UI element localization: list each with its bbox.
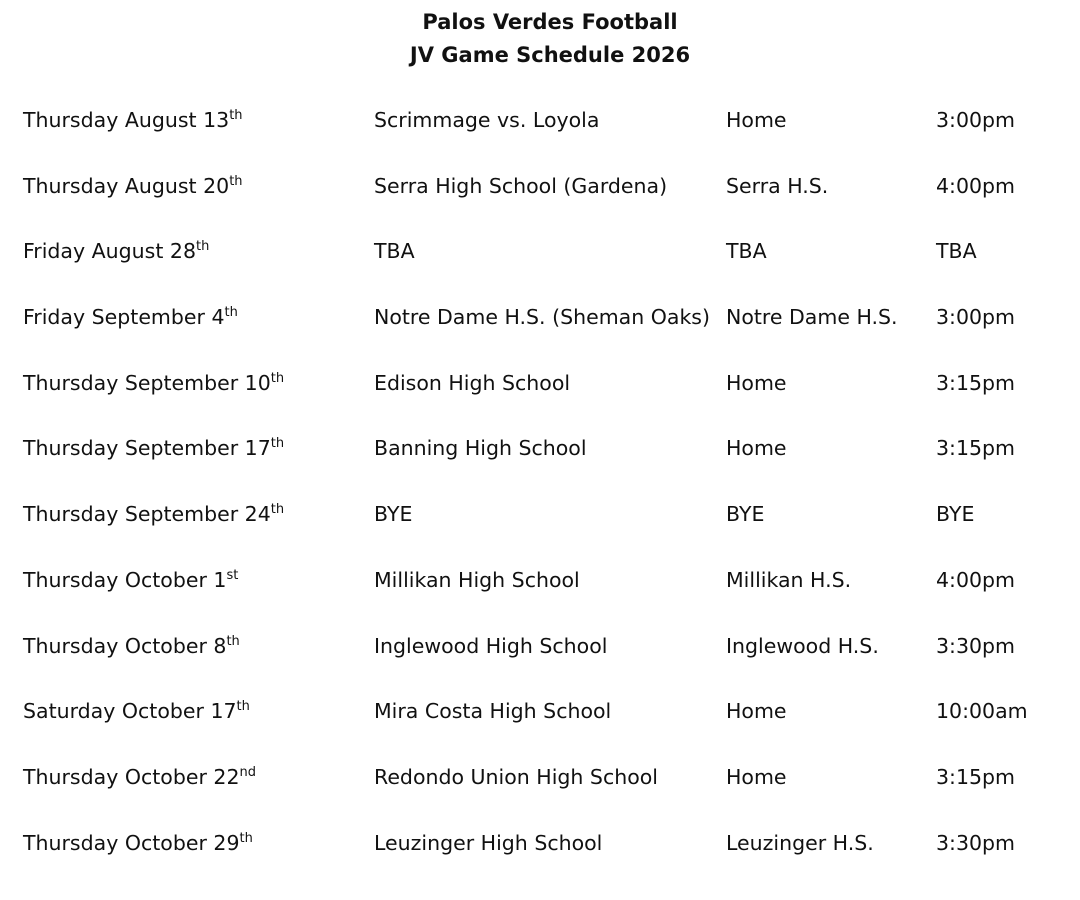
- game-date: Thursday September 17th: [23, 436, 285, 461]
- game-opponent: Inglewood High School: [374, 633, 608, 658]
- game-opponent: Scrimmage vs. Loyola: [374, 108, 600, 132]
- game-opponent: Leuzinger High School: [374, 830, 603, 855]
- game-opponent: TBA: [374, 239, 415, 264]
- date-suffix: th: [226, 633, 240, 649]
- game-date: Thursday August 20th: [23, 173, 243, 198]
- game-date: Thursday October 29th: [23, 830, 253, 855]
- schedule-row: [0, 219, 1080, 285]
- game-location: Home: [726, 699, 787, 724]
- game-location: Notre Dame H.S.: [726, 305, 898, 330]
- game-opponent: Redondo Union High School: [374, 764, 658, 789]
- game-time: 3:30pm: [936, 830, 1016, 855]
- game-location: Inglewood H.S.: [726, 633, 879, 658]
- schedule-row: [0, 614, 1080, 680]
- schedule-row: [0, 679, 1080, 745]
- date-suffix: th: [229, 108, 243, 123]
- game-location: Serra H.S.: [726, 173, 829, 198]
- game-location: Millikan H.S.: [726, 567, 852, 592]
- game-date: Thursday September 10th: [23, 370, 285, 395]
- document-subtitle: JV Game Schedule 2026: [409, 43, 691, 67]
- schedule-row: [0, 88, 1080, 154]
- schedule-row: [0, 285, 1080, 351]
- date-suffix: th: [196, 239, 210, 255]
- game-date: Saturday October 17th: [23, 699, 250, 724]
- game-time: 3:15pm: [936, 764, 1016, 789]
- game-opponent: BYE: [374, 502, 413, 527]
- game-time: 3:15pm: [936, 370, 1016, 395]
- date-suffix: st: [226, 567, 239, 583]
- game-date: Thursday October 1st: [23, 567, 239, 592]
- date-suffix: th: [270, 502, 285, 518]
- game-date: Thursday October 8th: [23, 633, 240, 658]
- schedule-row: [0, 745, 1080, 811]
- game-opponent: Millikan High School: [374, 567, 580, 592]
- game-date: Thursday September 24th: [23, 502, 285, 527]
- game-opponent: Banning High School: [374, 436, 587, 461]
- date-suffix: th: [224, 305, 238, 321]
- game-date: Thursday October 22nd: [23, 764, 256, 789]
- game-location: Home: [726, 764, 787, 789]
- game-time: 3:15pm: [936, 436, 1016, 461]
- game-opponent: Edison High School: [374, 370, 571, 395]
- game-time: 4:00pm: [936, 173, 1016, 198]
- game-time: BYE: [936, 502, 975, 527]
- schedule-row: [0, 154, 1080, 220]
- game-opponent: Serra High School (Gardena): [374, 173, 668, 198]
- game-time: 3:00pm: [936, 305, 1016, 330]
- game-location: TBA: [726, 239, 767, 264]
- game-location: BYE: [726, 502, 765, 527]
- game-location: Home: [726, 436, 787, 461]
- game-opponent: Mira Costa High School: [374, 699, 612, 724]
- game-location: Leuzinger H.S.: [726, 830, 874, 855]
- game-time: 3:30pm: [936, 633, 1016, 658]
- document-title: Palos Verdes Football: [422, 10, 678, 34]
- date-suffix: th: [239, 830, 253, 846]
- game-time: 10:00am: [936, 699, 1028, 724]
- game-date: Friday August 28th: [23, 239, 210, 264]
- date-suffix: nd: [239, 764, 256, 780]
- game-opponent: Notre Dame H.S. (Sheman Oaks): [374, 305, 710, 330]
- game-time: 3:00pm: [936, 108, 1016, 132]
- game-time: 4:00pm: [936, 567, 1016, 592]
- schedule-row: [0, 811, 1080, 877]
- document-header: [0, 6, 1080, 72]
- game-location: Home: [726, 108, 787, 132]
- schedule-row: [0, 351, 1080, 417]
- schedule-row: [0, 548, 1080, 614]
- schedule-table: [0, 88, 1080, 876]
- game-date: Thursday August 13th: [23, 108, 243, 132]
- game-date: Friday September 4th: [23, 305, 238, 330]
- date-suffix: th: [229, 173, 243, 189]
- schedule-row: [0, 416, 1080, 482]
- schedule-row: [0, 482, 1080, 548]
- date-suffix: th: [270, 436, 285, 452]
- date-suffix: th: [236, 699, 250, 715]
- date-suffix: th: [270, 370, 285, 386]
- game-location: Home: [726, 370, 787, 395]
- game-time: TBA: [936, 239, 977, 264]
